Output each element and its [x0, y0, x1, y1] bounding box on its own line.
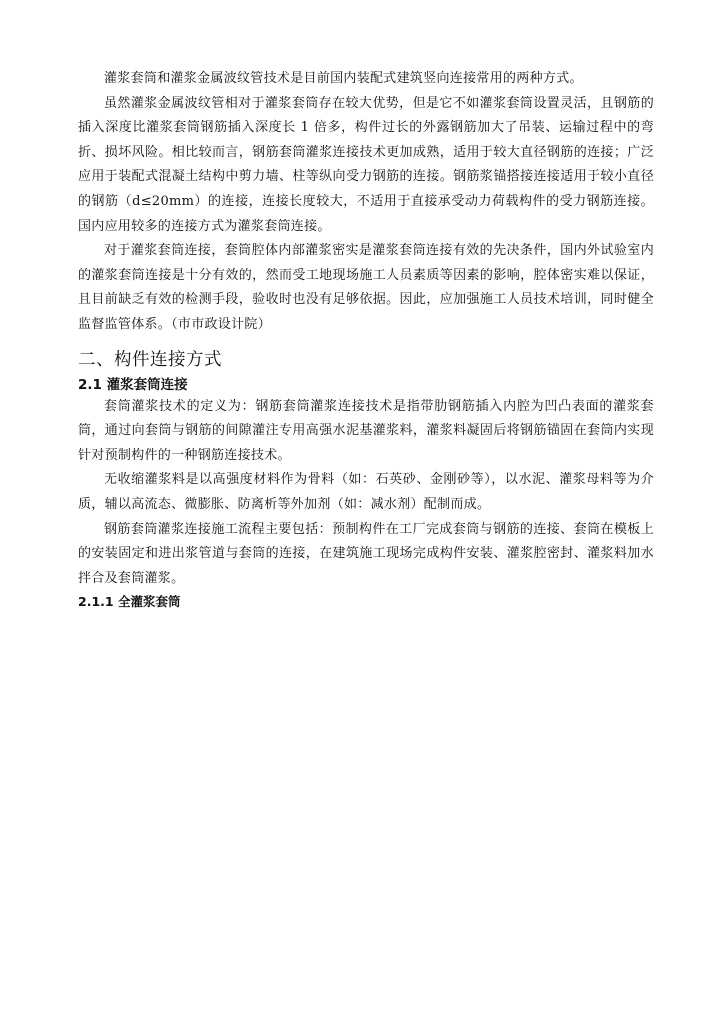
- paragraph-intro-3: 对于灌浆套筒连接，套筒腔体内部灌浆密实是灌浆套筒连接有效的先决条件，国内外试验室内的灌浆套筒连接是十分有效的，然而受工地现场施工人员素质等因素的影响，腔体密实难以保证，且目前缺乏有效的检测手段，验收时也没有足够依据。因此，应加强施工人员技术培训，同时健全监督监管体系。（市市政设计院）: [78, 243, 654, 332]
- section-heading: 二、构件连接方式: [78, 349, 222, 370]
- paragraph-intro-2: 虽然灌浆金属波纹管相对于灌浆套筒存在较大优势，但是它不如灌浆套筒设置灵活，且钢筋的插入深度比灌浆套筒钢筋插入深度长 1 倍多，构件过长的外露钢筋加大了吊装、运输过程中的弯折、损坏风险。相比较而言，钢筋套筒灌浆连接技术更加成熟，适用于较大直径钢筋的连接；广泛应用于装配式混凝土结构中剪力墙、柱等纵向受力钢筋的连接。钢筋浆锚搭接连接适用于较小直径的钢筋（d≤20mm）的连接，连接长度较大，不适用于直接承受动力荷载构件的受力钢筋连接。国内应用较多的连接方式为灌浆套筒连接。: [78, 95, 654, 234]
- paragraph-subsection-3: 钢筋套筒灌浆连接施工流程主要包括：预制构件在工厂完成套筒与钢筋的连接、套筒在模板上的安装固定和进出浆管道与套筒的连接，在建筑施工现场完成构件安装、灌浆腔密封、灌浆料加水拌合及套筒灌浆。: [78, 521, 654, 586]
- paragraph-intro-1: 灌浆套筒和灌浆金属波纹管技术是目前国内装配式建筑竖向连接常用的两种方式。: [104, 71, 583, 86]
- paragraph-subsection-2: 无收缩灌浆料是以高强度材料作为骨料（如：石英砂、金刚砂等），以水泥、灌浆母料等为介质，辅以高流态、微膨胀、防离析等外加剂（如：减水剂）配制而成。: [78, 472, 654, 512]
- document-body: [78, 67, 654, 613]
- subsection-heading: 2.1 灌浆套筒连接: [78, 376, 188, 393]
- paragraph-subsection-1: 套筒灌浆技术的定义为：钢筋套筒灌浆连接技术是指带肋钢筋插入内腔为凹凸表面的灌浆套筒，通过向套筒与钢筋的间隙灌注专用高强水泥基灌浆料，灌浆料凝固后将钢筋锚固在套筒内实现针对预制构件的一种钢筋连接技术。: [78, 398, 654, 463]
- subsubsection-heading: 2.1.1 全灌浆套筒: [78, 594, 181, 610]
